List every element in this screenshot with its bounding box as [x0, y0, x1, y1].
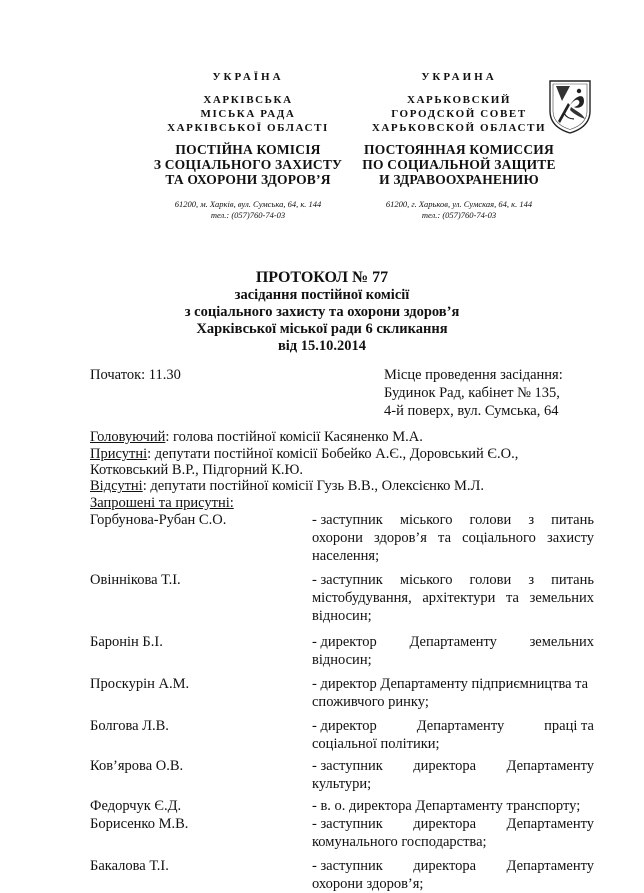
role-word: директора: [413, 858, 477, 874]
meeting-start: Початок: 11.30: [90, 367, 181, 383]
role-word: Департаменту: [506, 858, 594, 874]
absent-text: : депутати постійної комісії Гузь В.В., Олексієнко М.Л.: [142, 478, 484, 494]
address-ru: 61200, г. Харьков, ул. Сумская, 64, к. 144: [385, 199, 533, 209]
title-line2: засідання постійної комісії: [234, 287, 410, 303]
attendee-row: [90, 717, 594, 753]
title-line3: з соціального захисту та охорони здоров’я: [184, 304, 460, 320]
attendee-role-continuation: соціальної політики;: [312, 736, 440, 752]
council-ru-line1: ХАРЬКОВСКИЙ: [406, 94, 512, 106]
protocol-number: ПРОТОКОЛ № 77: [255, 269, 389, 286]
attendee-name: Болгова Л.В.: [90, 718, 169, 734]
attendee-role-continuation: культури;: [312, 776, 372, 792]
attendee-row: [90, 511, 594, 565]
role-word: з: [528, 512, 535, 528]
venue-line2: Будинок Рад, кабінет № 135,: [384, 385, 560, 401]
council-ua-line1: ХАРКІВСЬКА: [203, 94, 293, 106]
phone-ru: тел.: (057)760-74-03: [421, 210, 497, 220]
country-ru: УКРАИНА: [421, 71, 497, 83]
attendee-role: [312, 815, 594, 851]
chair-line: [90, 428, 423, 446]
attendee-role-first-line: [312, 675, 594, 693]
role-word: - заступник: [312, 572, 383, 588]
attendee-role-continuation: охорони здоров’я та соціального захисту населення;: [312, 530, 594, 564]
attendee-role-first-line: [312, 857, 594, 875]
attendee-name: Горбунова-Рубан С.О.: [90, 512, 227, 528]
attendee-name: Борисенко М.В.: [90, 816, 189, 832]
council-ua-line3: ХАРКІВСЬКОЇ ОБЛАСТІ: [167, 122, 329, 134]
attendee-role-continuation: споживчого ринку;: [312, 694, 429, 710]
commission-ru-line3: И ЗДРАВООХРАНЕНИЮ: [379, 172, 539, 187]
attendee-row: [90, 633, 594, 669]
attendee-role: [312, 571, 594, 625]
commission-ua-line2: З СОЦІАЛЬНОГО ЗАХИСТУ: [153, 157, 343, 172]
role-word: - директор: [312, 718, 377, 734]
attendee-role-continuation: містобудування, архітектури та земельних відносин;: [312, 590, 594, 624]
invited-label: Запрошені та присутні:: [90, 495, 234, 511]
attendee-role-continuation: відносин;: [312, 652, 372, 668]
attendee-name: Бакалова Т.І.: [90, 858, 169, 874]
attendee-name: Проскурін А.М.: [90, 676, 190, 692]
role-word: голови: [469, 572, 512, 588]
absent-line: [90, 477, 484, 495]
attendee-role-first-line: [312, 717, 594, 735]
attendee-name: Федорчук Є.Д.: [90, 798, 182, 814]
commission-ua-line1: ПОСТІЙНА КОМІСІЯ: [175, 142, 321, 157]
role-word: Департаменту: [506, 816, 594, 832]
role-word: праці та: [544, 718, 594, 734]
present-label: Присутні: [90, 446, 148, 462]
attendee-role: [312, 857, 594, 893]
role-word: - директор: [312, 634, 377, 650]
council-ua-line2: МІСЬКА РАДА: [200, 108, 296, 120]
role-word: з: [528, 572, 535, 588]
attendee-role: [312, 633, 594, 669]
role-word: Департаменту: [506, 758, 594, 774]
attendee-role: [312, 511, 594, 565]
role-word: Департаменту: [416, 718, 505, 734]
council-ru-line2: ГОРОДСКОЙ СОВЕТ: [391, 108, 527, 120]
absent-label: Відсутні: [90, 478, 143, 494]
attendee-name: Овіннікова Т.І.: [90, 572, 181, 588]
role-word: питань: [551, 512, 594, 528]
attendee-row: [90, 857, 594, 893]
commission-ua-line3: ТА ОХОРОНИ ЗДОРОВ’Я: [165, 172, 331, 187]
protocol-title: [150, 268, 494, 355]
role-word: питань: [551, 572, 594, 588]
invited-list: [90, 511, 594, 893]
attendee-role-continuation: комунального господарства;: [312, 834, 487, 850]
attendee-role-continuation: охорони здоров’я;: [312, 876, 424, 892]
attendee-row: [90, 815, 594, 851]
meeting-venue: [384, 366, 563, 420]
attendee-role-first-line: [312, 797, 594, 815]
letterhead-ukrainian: [128, 70, 368, 220]
kharkiv-coat-of-arms-icon: [546, 77, 594, 135]
role-word: земельних: [529, 634, 594, 650]
present-text: : депутати постійної комісії Бобейко А.Є., Доровський Є.О.,: [147, 446, 519, 462]
attendee-role: [312, 797, 594, 815]
commission-ru-line1: ПОСТОЯННАЯ КОМИССИЯ: [364, 142, 554, 157]
role-word: - заступник: [312, 816, 383, 832]
address-ua: 61200, м. Харків, вул. Сумська, 64, к. 144: [174, 199, 322, 209]
attendee-row: [90, 797, 594, 815]
attendee-role-first-line: [312, 757, 594, 775]
role-word: - директор Департаменту підприємництва та: [312, 676, 589, 692]
role-word: голови: [469, 512, 512, 528]
council-ru-line3: ХАРЬКОВСКОЙ ОБЛАСТИ: [371, 122, 547, 134]
attendee-role-first-line: [312, 571, 594, 589]
venue-line1: Місце проведення засідання:: [384, 367, 563, 383]
attendee-role-first-line: [312, 815, 594, 833]
protocol-date: від 15.10.2014: [277, 338, 367, 354]
role-word: - заступник: [312, 512, 383, 528]
attendee-name: Баронін Б.І.: [90, 634, 163, 650]
role-word: директора: [413, 758, 477, 774]
venue-line3: 4-й поверх, вул. Сумська, 64: [384, 403, 559, 419]
attendee-role-first-line: [312, 511, 594, 529]
attendee-row: [90, 757, 594, 793]
title-line4: Харківської міської ради 6 скликання: [196, 321, 448, 337]
role-word: директора: [413, 816, 477, 832]
attendee-role: [312, 675, 594, 711]
phone-ua: тел.: (057)760-74-03: [210, 210, 286, 220]
present-line-2: Котковський В.Р., Підгорний К.Ю.: [90, 462, 304, 478]
attendee-role-first-line: [312, 633, 594, 651]
role-word: - в. о. директора Департаменту транспорту;: [312, 798, 581, 814]
role-word: міського: [399, 512, 453, 528]
attendee-row: [90, 675, 594, 711]
role-word: - заступник: [312, 858, 383, 874]
commission-ru-line2: ПО СОЦИАЛЬНОЙ ЗАЩИТЕ: [362, 157, 556, 172]
role-word: міського: [399, 572, 453, 588]
attendee-role: [312, 717, 594, 753]
role-word: Департаменту: [409, 634, 497, 650]
role-word: - заступник: [312, 758, 383, 774]
chair-label: Головуючий: [90, 429, 166, 445]
chair-text: : голова постійної комісії Касяненко М.А.: [165, 429, 423, 445]
country-ua: УКРАЇНА: [212, 71, 284, 83]
attendee-role: [312, 757, 594, 793]
attendee-name: Ков’ярова О.В.: [90, 758, 184, 774]
attendee-row: [90, 571, 594, 625]
